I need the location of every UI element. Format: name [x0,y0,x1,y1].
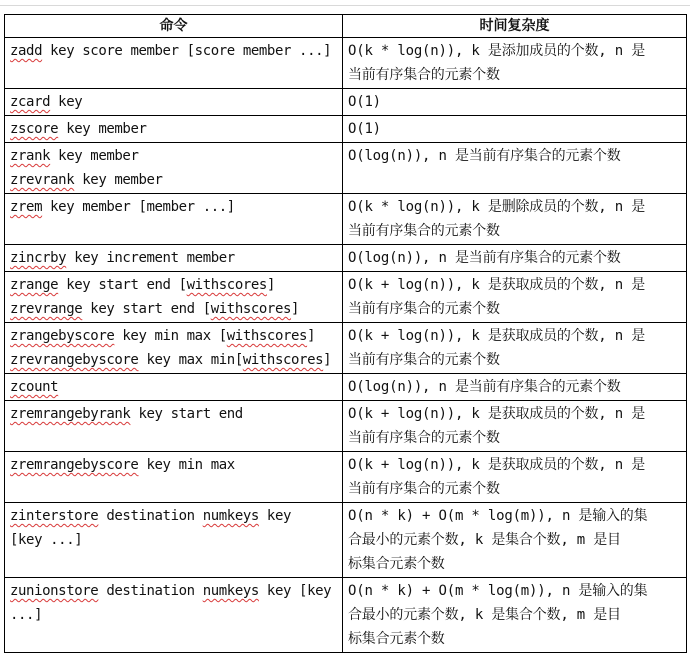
command-text: key min max [138,457,235,473]
table-header-row [5,15,687,38]
command-keyword: zinterstore [10,508,99,524]
command-keyword: zincrby [10,250,67,266]
command-text: key member [58,121,147,137]
command-line [10,375,337,399]
command-line [10,90,337,114]
complexity-cell [343,245,687,272]
table-body [5,38,687,653]
command-text: ] [323,352,332,368]
table-row [5,143,687,194]
complexity-line: 合最小的元素个数, k 是集合个数, m 是目 [348,532,621,548]
command-line [10,504,337,528]
complexity-line: 当前有序集合的元素个数 [348,301,500,317]
complexity-line: O(n * k) + O(m * log(m)), n 是输入的集 [348,508,648,524]
command-line [10,324,337,348]
command-text: key start end [130,406,243,422]
command-text: destination [98,583,203,599]
command-keyword: zscore [10,121,59,137]
command-text: key [258,508,292,524]
table-row [5,578,687,653]
command-text: [key ...] [10,532,83,548]
complexity-line: 当前有序集合的元素个数 [348,481,500,497]
complexity-line: 当前有序集合的元素个数 [348,430,500,446]
complexity-cell [343,503,687,578]
command-keyword: zrevrank [10,172,75,188]
command-line [10,195,337,219]
header-command: 命令 [5,15,343,38]
command-line [10,348,337,372]
command-text: key member [50,148,139,164]
command-cell [5,38,343,89]
complexity-line: O(k + log(n)), k 是获取成员的个数, n 是 [348,328,646,344]
command-keyword: zcount [10,379,59,395]
command-line [10,273,337,297]
complexity-cell [343,194,687,245]
complexity-line: O(1) [348,94,381,110]
command-keyword: withscores [242,352,324,368]
command-keyword: withscores [226,328,308,344]
table-row [5,374,687,401]
command-keyword: zcard [10,94,51,110]
table-row [5,323,687,374]
complexity-line: 标集合元素个数 [348,556,445,572]
command-keyword: zrank [10,148,51,164]
table-row [5,272,687,323]
command-keyword: zrevrange [10,301,83,317]
table-row [5,401,687,452]
command-text: key start end [ [82,301,211,317]
command-text: key start end [ [58,277,187,293]
command-line [10,579,337,603]
command-line [10,168,337,192]
command-line [10,117,337,141]
table-row [5,452,687,503]
complexity-cell [343,89,687,116]
header-time-complexity: 时间复杂度 [343,15,687,38]
command-text: key max min[ [138,352,243,368]
table-row [5,503,687,578]
command-keyword: zrem [10,199,43,215]
complexity-line: O(log(n)), n 是当前有序集合的元素个数 [348,250,621,266]
command-text: key increment member [66,250,235,266]
complexity-line: 当前有序集合的元素个数 [348,67,500,83]
redis-zset-complexity-table [4,14,687,653]
complexity-line: O(k * log(n)), k 是添加成员的个数, n 是 [348,43,646,59]
complexity-line: O(n * k) + O(m * log(m)), n 是输入的集 [348,583,648,599]
command-cell [5,578,343,653]
command-cell [5,143,343,194]
complexity-cell [343,38,687,89]
complexity-line: 当前有序集合的元素个数 [348,223,500,239]
command-text: key member [74,172,163,188]
command-line [10,144,337,168]
command-cell [5,323,343,374]
complexity-line: 标集合元素个数 [348,631,445,647]
command-cell [5,401,343,452]
complexity-line: O(log(n)), n 是当前有序集合的元素个数 [348,379,621,395]
command-cell [5,452,343,503]
complexity-cell [343,578,687,653]
command-cell [5,272,343,323]
command-line [10,528,337,552]
complexity-line: O(k + log(n)), k 是获取成员的个数, n 是 [348,457,646,473]
table-row [5,245,687,272]
complexity-line: O(k * log(n)), k 是删除成员的个数, n 是 [348,199,646,215]
command-text: ] [266,277,275,293]
command-cell [5,245,343,272]
command-cell [5,503,343,578]
command-text: key min max [ [114,328,227,344]
command-line [10,603,337,627]
complexity-line: O(k + log(n)), k 是获取成员的个数, n 是 [348,406,646,422]
command-keyword: zrevrangebyscore [10,352,139,368]
complexity-line: O(log(n)), n 是当前有序集合的元素个数 [348,148,621,164]
complexity-line: O(k + log(n)), k 是获取成员的个数, n 是 [348,277,646,293]
command-keyword: withscores [186,277,267,293]
complexity-line: 合最小的元素个数, k 是集合个数, m 是目 [348,607,621,623]
command-line [10,402,337,426]
command-keyword: withscores [210,301,292,317]
command-keyword: zunionstore [10,583,99,599]
command-text: ] [291,301,300,317]
command-keyword: numkeys [202,508,259,524]
table-row [5,116,687,143]
table-row [5,38,687,89]
command-line [10,297,337,321]
command-text: key [50,94,83,110]
complexity-line: O(1) [348,121,381,137]
command-line [10,39,337,63]
complexity-cell [343,272,687,323]
command-text: destination [98,508,203,524]
command-text: ] [307,328,316,344]
command-text: key member [member ...] [42,199,235,215]
command-keyword: numkeys [202,583,259,599]
complexity-cell [343,143,687,194]
command-line [10,246,337,270]
command-keyword: zrange [10,277,59,293]
command-text: ...] [10,607,43,623]
complexity-cell [343,374,687,401]
document-top-edge [0,0,690,6]
command-cell [5,89,343,116]
complexity-cell [343,401,687,452]
command-cell [5,374,343,401]
command-cell [5,116,343,143]
command-text: key score member [score member ...] [42,43,332,59]
command-keyword: zremrangebyrank [10,406,131,422]
table-row [5,89,687,116]
command-keyword: zadd [10,43,43,59]
command-line [10,453,337,477]
complexity-line: 当前有序集合的元素个数 [348,352,500,368]
command-cell [5,194,343,245]
complexity-cell [343,323,687,374]
complexity-cell [343,116,687,143]
complexity-cell [343,452,687,503]
command-keyword: zremrangebyscore [10,457,139,473]
table-row [5,194,687,245]
command-keyword: zrangebyscore [10,328,115,344]
command-text: key [key [258,583,332,599]
